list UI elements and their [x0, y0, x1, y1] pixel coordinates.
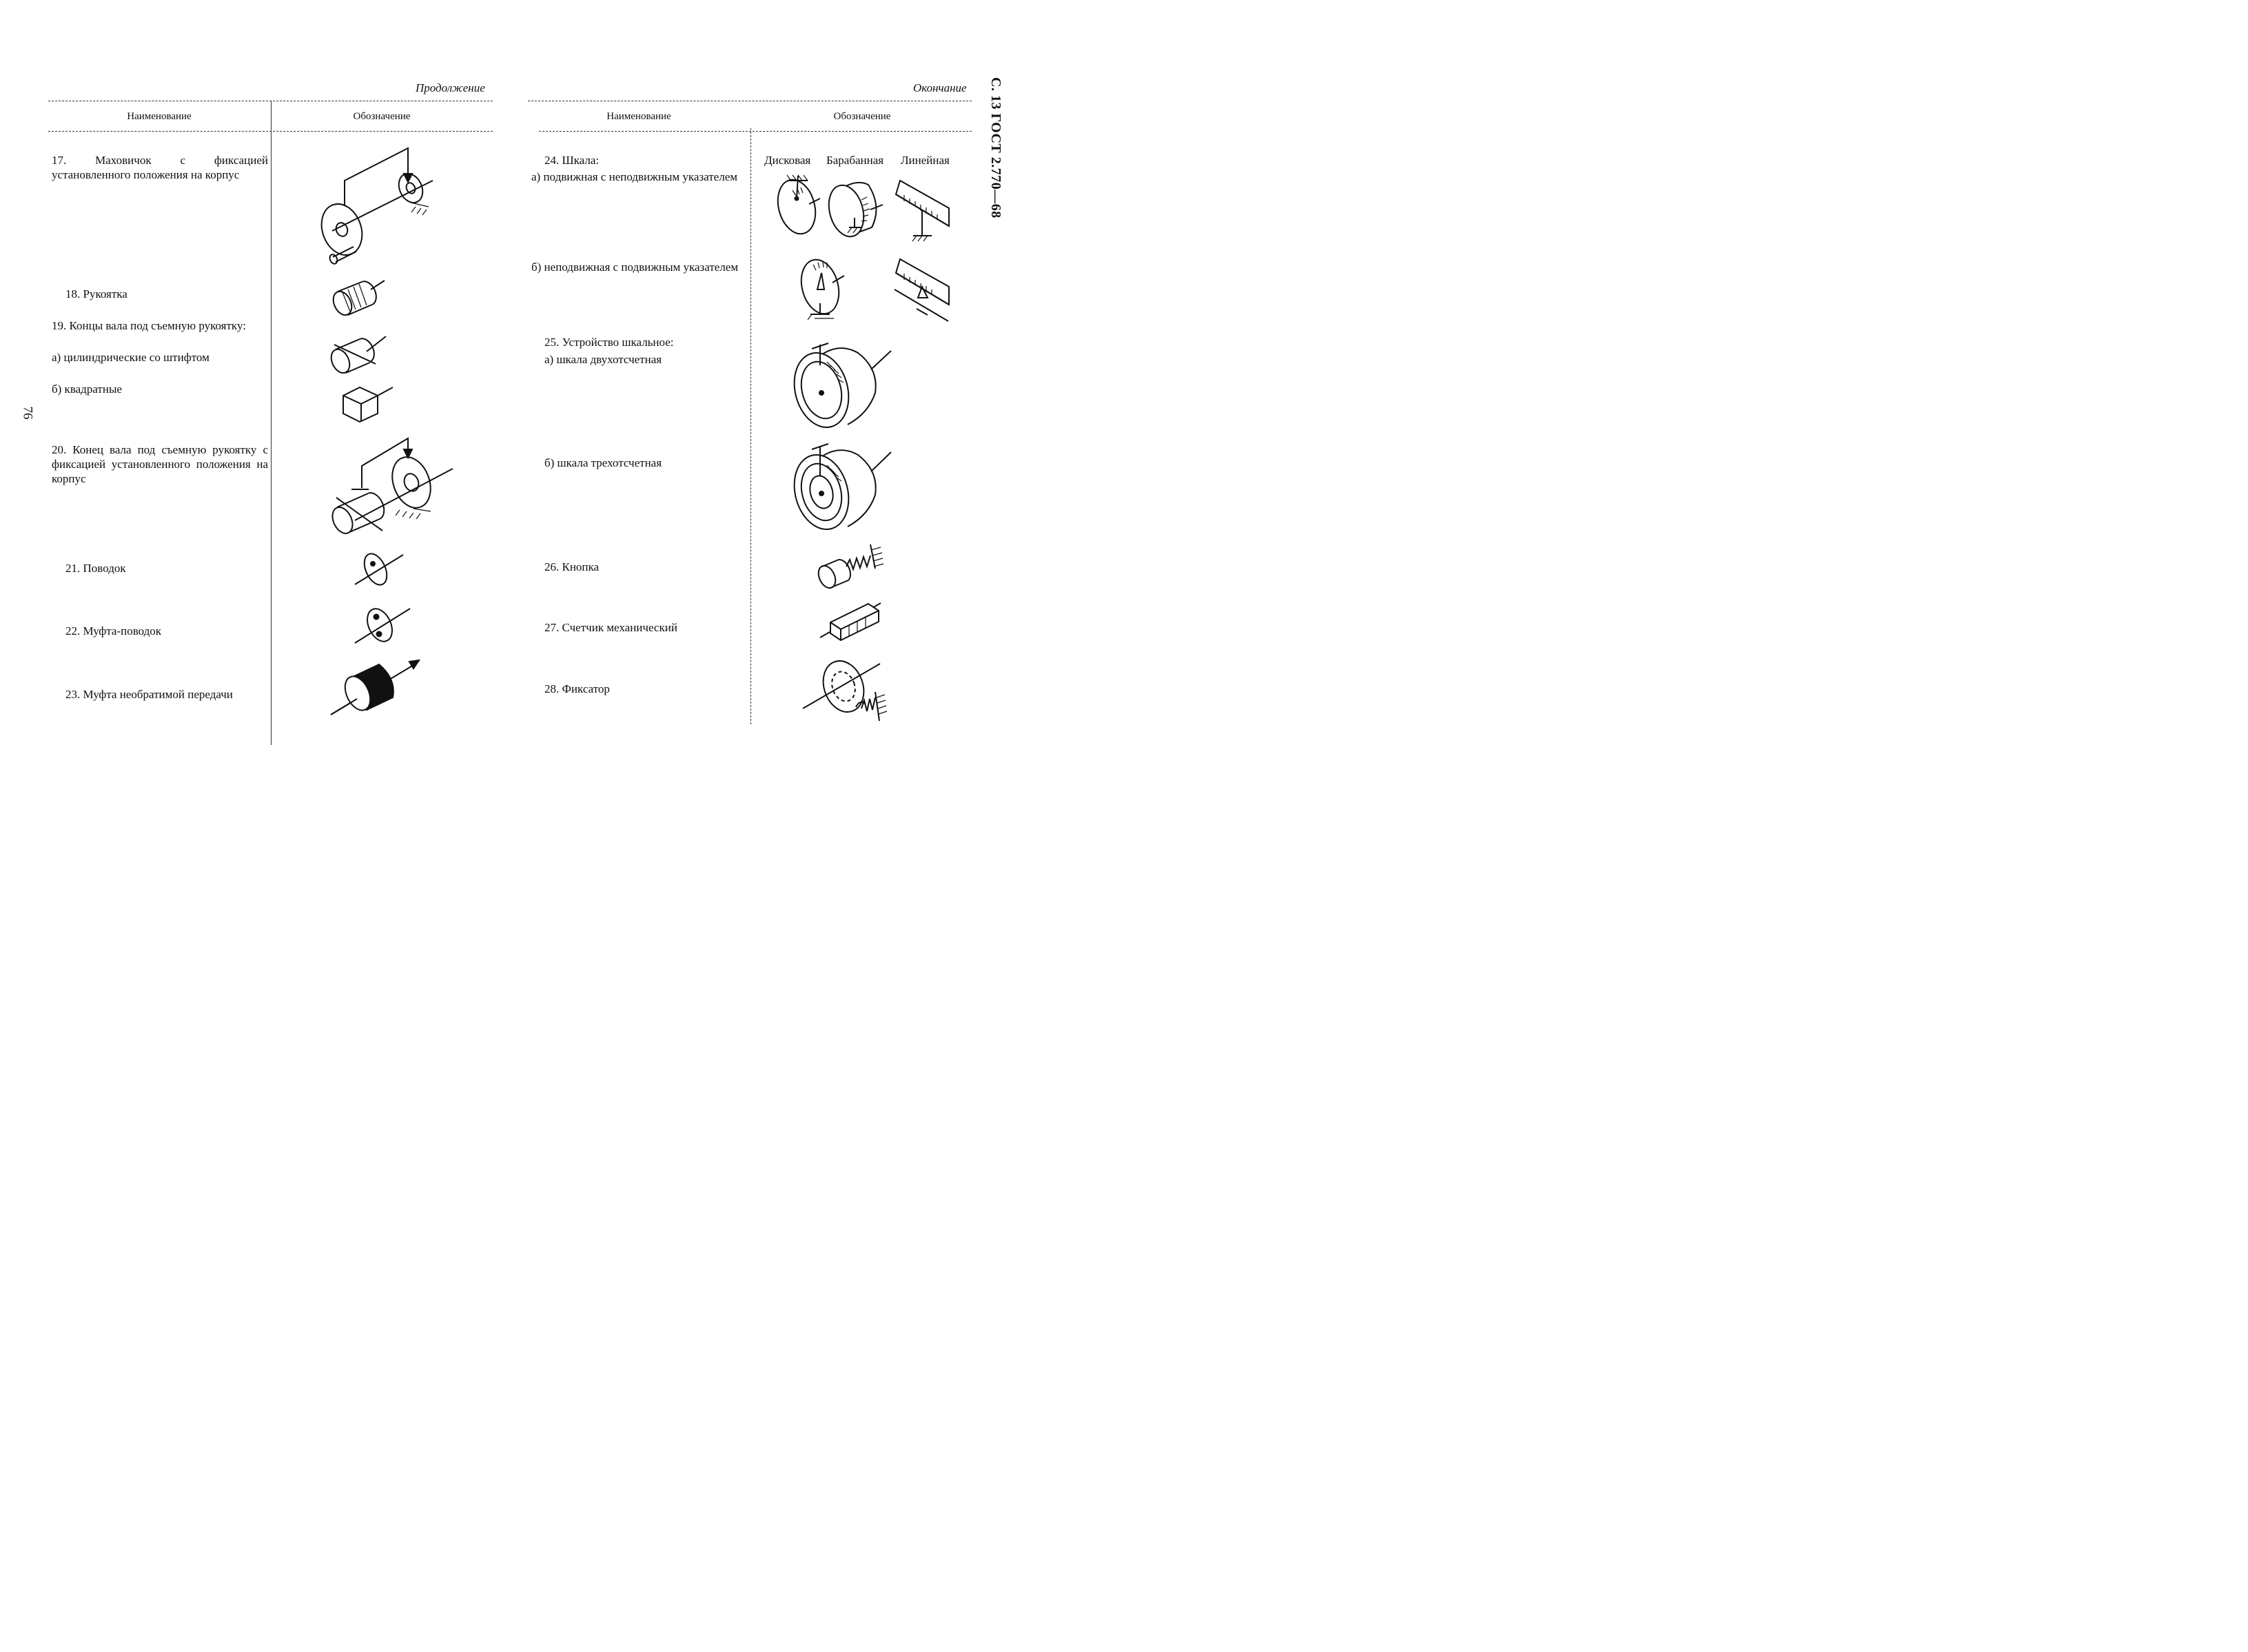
right-col-symbol-header: Обозначение — [833, 111, 891, 122]
side-header: С. 13 ГОСТ 2.770—68 — [988, 77, 1003, 218]
right-row-25a: а) шкала двухотсчетная — [544, 353, 662, 366]
button-26 — [815, 544, 883, 591]
triple-reading-scale-icon — [786, 444, 891, 536]
disc-scale-movable-icon — [773, 175, 821, 238]
left-row-23: 23. Муфта необратимой передачи — [65, 688, 233, 701]
right-row-28: 28. Фиксатор — [544, 682, 610, 695]
left-row-21: 21. Поводок — [65, 562, 126, 575]
right-row-24: 24. Шкала: — [544, 154, 600, 167]
detent-28 — [803, 655, 887, 721]
right-row-25: 25. Устройство шкальное: — [544, 336, 674, 349]
left-row-19: 19. Концы вала под съемную рукоятку: — [52, 319, 246, 332]
right-row-26: 26. Кнопка — [544, 560, 600, 573]
scale-type-drum: Барабанная — [826, 154, 884, 167]
scale-type-linear: Линейная — [901, 154, 950, 167]
right-row-24b: б) неподвижная с подвижным указателем — [531, 261, 739, 274]
left-row-19b: б) квадратные — [52, 383, 122, 396]
right-symbols — [0, 0, 1076, 791]
right-row-25b: б) шкала трехотсчетная — [544, 456, 662, 469]
right-col-name-header: Наименование — [606, 111, 671, 122]
left-col-name-header: Наименование — [127, 111, 192, 122]
left-continuation-label: Продолжение — [416, 81, 485, 94]
left-row-19a: а) цилиндрические со штифтом — [52, 351, 210, 364]
disc-scale-fixed-icon — [796, 256, 845, 320]
linear-scale-movable-icon — [896, 181, 949, 241]
left-row-20: 20. Конец вала под съемную рукоятку с фиксацией установленного положения на корпус — [52, 443, 268, 485]
left-col-symbol-header: Обозначение — [353, 111, 411, 122]
linear-scale-fixed-icon — [895, 259, 949, 321]
right-row-24a: а) подвижная с неподвижным указателем — [531, 170, 738, 183]
left-row-22: 22. Муфта-поводок — [65, 624, 162, 638]
mechanical-counter-27 — [820, 603, 881, 640]
page-number: 76 — [20, 406, 35, 420]
drum-scale-movable-icon — [824, 181, 883, 241]
double-reading-scale-icon — [786, 343, 891, 434]
right-row-27: 27. Счетчик механический — [544, 621, 677, 634]
right-continuation-label: Окончание — [913, 81, 967, 94]
left-row-18: 18. Рукоятка — [65, 287, 127, 300]
left-row-17: 17. Маховичок с фиксацией установленного положения на корпус — [52, 154, 268, 181]
scale-type-disc: Дисковая — [764, 154, 811, 167]
